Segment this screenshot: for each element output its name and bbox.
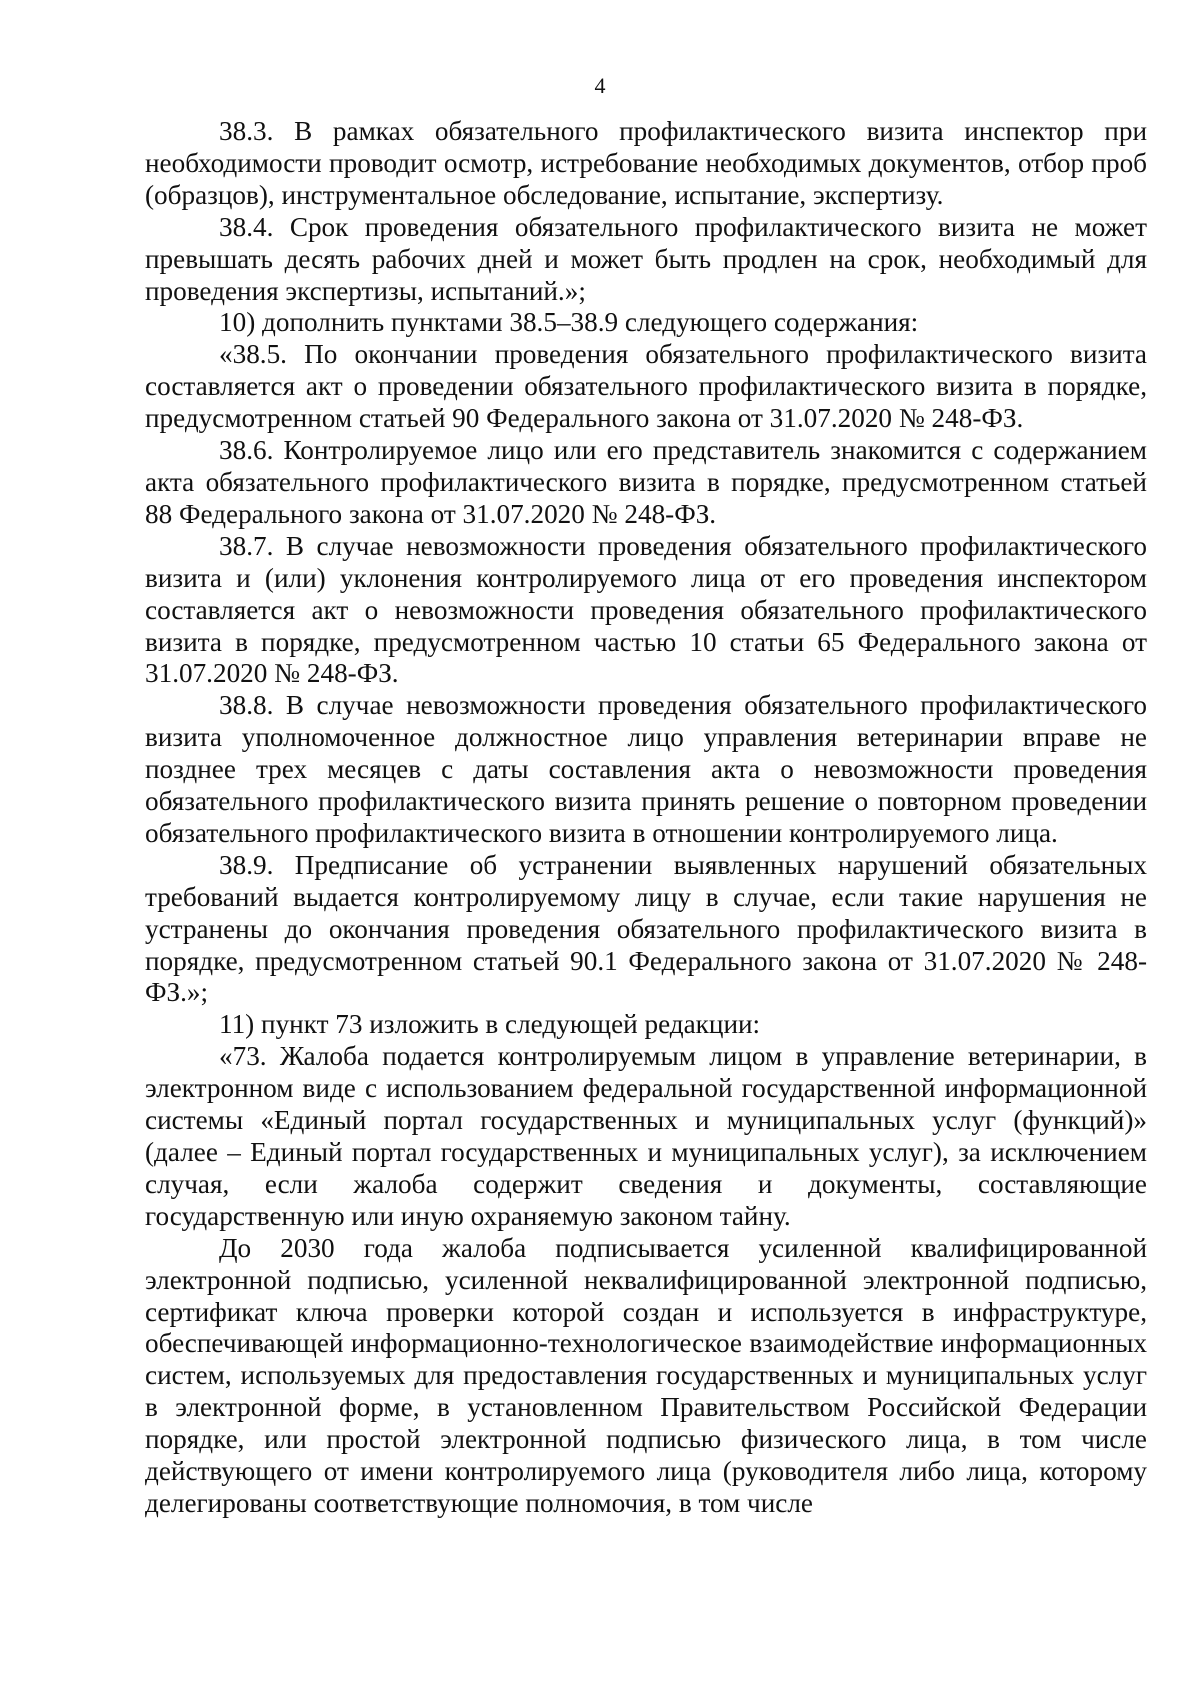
paragraph-38-9: 38.9. Предписание об устранении выявленных нарушений обязательных требований выдается контролируемому лицу в случае, если такие нарушения не устранены до окончания проведения обязательного профилактического визита в порядке, предусмотренном статьей 90.1 Федерального закона от 31.07.2020 № 248-ФЗ.»; [145,849,1147,1008]
paragraph-item-11: 11) пункт 73 изложить в следующей редакции: [219,1009,761,1040]
paragraph-38-4: 38.4. Срок проведения обязательного профилактического визита не может превышать десять рабочих дней и может быть продлен на срок, необходимый для проведения экспертизы, испытаний.»; [145,211,1147,306]
paragraph-38-7: 38.7. В случае невозможности проведения обязательного профилактического визита и (или) уклонения контролируемого лица от его проведения инспектором составляется акт о невозможности проведения обязательного профилактического визита в порядке, предусмотренном частью 10 статьи 65 Федерального закона от 31.07.2020 № 248-ФЗ. [145,530,1147,689]
paragraph-38-5: «38.5. По окончании проведения обязательного профилактического визита составляется акт о проведении обязательного профилактического визита в порядке, предусмотренном статьей 90 Федерального закона от 31.07.2020 № 248-ФЗ. [145,339,1147,434]
paragraph-signature-rules: До 2030 года жалоба подписывается усиленной квалифицированной электронной подписью, усиленной неквалифицированной электронной подписью, сертификат ключа проверки которой создан и используется в инфраструктуре, обеспечивающей информационно-технологическое взаимодействие информационных систем, используемых для предоставления государственных и муниципальных услуг в электронной форме, в установленном Правительством Российской Федерации порядке, или простой электронной подписью физического лица, в том числе действующего от имени контролируемого лица (руководителя либо лица, которому делегированы соответствующие полномочия, в том числе [145,1232,1147,1518]
document-body [145,116,1147,1520]
paragraph-38-6: 38.6. Контролируемое лицо или его представитель знакомится с содержанием акта обязательного профилактического визита в порядке, предусмотренном статьей 88 Федерального закона от 31.07.2020 № 248-ФЗ. [145,435,1147,529]
page-number: 4 [594,73,606,98]
paragraph-38-8: 38.8. В случае невозможности проведения обязательного профилактического визита уполномоченное должностное лицо управления ветеринарии вправе не позднее трех месяцев с даты составления акта о невозможности проведения обязательного профилактического визита принять решение о повторном проведении обязательного профилактического визита в отношении контролируемого лица. [145,690,1147,848]
paragraph-38-3: 38.3. В рамках обязательного профилактического визита инспектор при необходимости проводит осмотр, истребование необходимых документов, отбор проб (образцов), инструментальное обследование, испытание, экспертизу. [145,116,1147,210]
paragraph-73: «73. Жалоба подается контролируемым лицом в управление ветеринарии, в электронном виде с использованием федеральной государственной информационной системы «Единый портал государственных и муниципальных услуг (функций)» (далее – Единый портал государственных и муниципальных услуг), за исключением случая, если жалоба содержит сведения и документы, составляющие государственную или иную охраняемую законом тайну. [145,1041,1147,1231]
paragraph-item-10: 10) дополнить пунктами 38.5–38.9 следующего содержания: [219,307,919,338]
